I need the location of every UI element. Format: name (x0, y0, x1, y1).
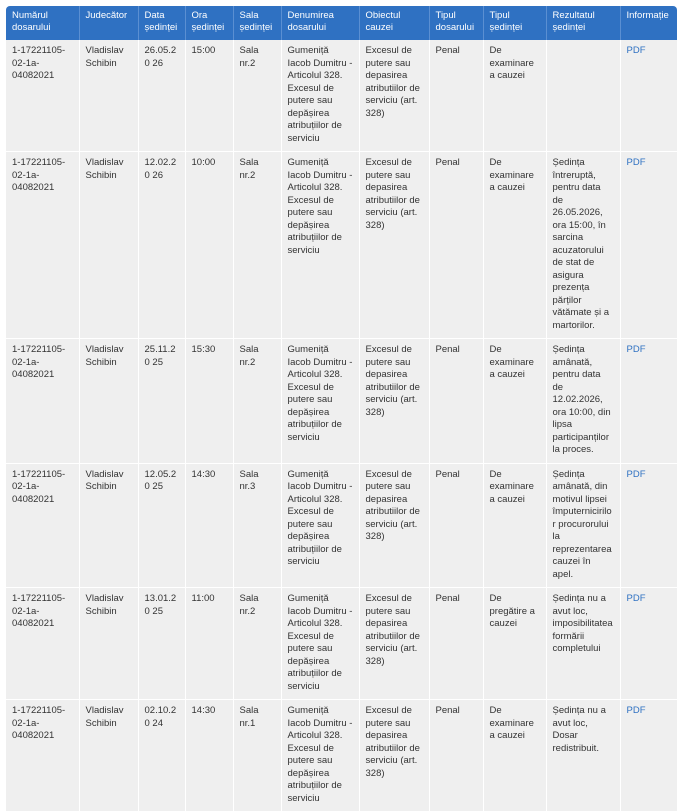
cell-object: Excesul de putere sau depasirea atributiilor de serviciu (art. 328) (359, 588, 429, 700)
cell-info (620, 463, 677, 588)
cell-session-type: De examinare a cauzei (483, 152, 546, 339)
cell-object: Excesul de putere sau depasirea atributiilor de serviciu (art. 328) (359, 463, 429, 588)
cell-judge: Vladislav Schibin (79, 588, 138, 700)
cell-time: 10:00 (185, 152, 233, 339)
cell-case-number: 1-17221105-02-1a-04082021 (6, 40, 79, 152)
cell-object: Excesul de putere sau depasirea atributiilor de serviciu (art. 328) (359, 40, 429, 152)
cell-room: Sala nr.2 (233, 152, 281, 339)
cell-case-number: 1-17221105-02-1a-04082021 (6, 463, 79, 588)
cell-case-type: Penal (429, 588, 483, 700)
cell-case-name: Gumeniță Iacob Dumitru - Articolul 328. Excesul de putere sau depășirea atribuțiilor de serviciu (281, 152, 359, 339)
cell-session-type: De examinare a cauzei (483, 463, 546, 588)
cell-case-type: Penal (429, 40, 483, 152)
col-header-info[interactable]: Informație (620, 6, 677, 40)
table-header-row (6, 6, 677, 40)
pdf-link[interactable]: PDF (626, 45, 646, 56)
cell-info (620, 40, 677, 152)
cell-object: Excesul de putere sau depasirea atributiilor de serviciu (art. 328) (359, 339, 429, 464)
cell-time: 15:00 (185, 40, 233, 152)
cell-info (620, 700, 677, 812)
col-header-case-type[interactable]: Tipul dosarului (429, 6, 483, 40)
pdf-link[interactable]: PDF (626, 593, 646, 604)
cell-date: 12.05.20 25 (138, 463, 185, 588)
cell-case-number: 1-17221105-02-1a-04082021 (6, 700, 79, 812)
cell-date: 25.11.20 25 (138, 339, 185, 464)
cell-result: Ședința întreruptă, pentru data de 26.05.2026, ora 15:00, în sarcina acuzatorului de stat de asigura prezența părților vătămate și a martorilor. (546, 152, 620, 339)
cell-session-type: De examinare a cauzei (483, 700, 546, 812)
cell-case-name: Gumeniță Iacob Dumitru - Articolul 328. Excesul de putere sau depășirea atribuțiilor de serviciu (281, 339, 359, 464)
cell-room: Sala nr.2 (233, 339, 281, 464)
cell-info (620, 152, 677, 339)
cell-judge: Vladislav Schibin (79, 700, 138, 812)
col-header-date[interactable]: Data ședinței (138, 6, 185, 40)
table-row (6, 463, 677, 588)
pdf-link[interactable]: PDF (626, 157, 646, 168)
cell-case-number: 1-17221105-02-1a-04082021 (6, 588, 79, 700)
cell-case-name: Gumeniță Iacob Dumitru - Articolul 328. Excesul de putere sau depășirea atribuțiilor de serviciu (281, 463, 359, 588)
cell-case-name: Gumeniță Iacob Dumitru - Articolul 328. Excesul de putere sau depășirea atribuțiilor de serviciu (281, 588, 359, 700)
cell-info (620, 339, 677, 464)
cell-time: 14:30 (185, 700, 233, 812)
cell-room: Sala nr.2 (233, 588, 281, 700)
table-row (6, 40, 677, 152)
cell-info (620, 588, 677, 700)
cell-case-name: Gumeniță Iacob Dumitru - Articolul 328. Excesul de putere sau depășirea atribuțiilor de serviciu (281, 40, 359, 152)
cell-session-type: De pregătire a cauzei (483, 588, 546, 700)
col-header-case-name[interactable]: Denumirea dosarului (281, 6, 359, 40)
cell-room: Sala nr.3 (233, 463, 281, 588)
cell-result: Ședința nu a avut loc, imposibilitatea formării completului (546, 588, 620, 700)
cell-object: Excesul de putere sau depasirea atributiilor de serviciu (art. 328) (359, 152, 429, 339)
cell-case-type: Penal (429, 700, 483, 812)
pdf-link[interactable]: PDF (626, 344, 646, 355)
cell-date: 02.10.20 24 (138, 700, 185, 812)
cell-date: 26.05.20 26 (138, 40, 185, 152)
cell-judge: Vladislav Schibin (79, 339, 138, 464)
cell-result: Ședința amânată, din motivul lipsei împuternicirilor procurorului la reprezentarea cauzei în apel. (546, 463, 620, 588)
col-header-result[interactable]: Rezultatul ședinței (546, 6, 620, 40)
table-row (6, 152, 677, 339)
cell-case-number: 1-17221105-02-1a-04082021 (6, 339, 79, 464)
col-header-time[interactable]: Ora ședinței (185, 6, 233, 40)
cell-object: Excesul de putere sau depasirea atributiilor de serviciu (art. 328) (359, 700, 429, 812)
cell-session-type: De examinare a cauzei (483, 339, 546, 464)
col-header-session-type[interactable]: Tipul ședinței (483, 6, 546, 40)
cell-date: 13.01.20 25 (138, 588, 185, 700)
cell-judge: Vladislav Schibin (79, 40, 138, 152)
cell-judge: Vladislav Schibin (79, 463, 138, 588)
col-header-room[interactable]: Sala ședinței (233, 6, 281, 40)
cell-time: 15:30 (185, 339, 233, 464)
cell-case-type: Penal (429, 152, 483, 339)
cell-judge: Vladislav Schibin (79, 152, 138, 339)
table-row (6, 339, 677, 464)
cell-time: 14:30 (185, 463, 233, 588)
table-row (6, 700, 677, 812)
cell-result (546, 40, 620, 152)
cell-date: 12.02.20 26 (138, 152, 185, 339)
pdf-link[interactable]: PDF (626, 468, 646, 480)
cell-case-number: 1-17221105-02-1a-04082021 (6, 152, 79, 339)
cell-case-name: Gumeniță Iacob Dumitru - Articolul 328. Excesul de putere sau depășirea atribuțiilor de serviciu (281, 700, 359, 812)
hearings-table (6, 6, 677, 812)
cell-room: Sala nr.2 (233, 40, 281, 152)
cell-time: 11:00 (185, 588, 233, 700)
pdf-link[interactable]: PDF (626, 705, 646, 716)
cell-result: Ședința amânată, pentru data de 12.02.2026, ora 10:00, din lipsa participanților la proces. (546, 339, 620, 464)
cell-room: Sala nr.1 (233, 700, 281, 812)
cell-session-type: De examinare a cauzei (483, 40, 546, 152)
cell-case-type: Penal (429, 463, 483, 588)
hearings-table-wrapper (6, 6, 677, 812)
table-row (6, 588, 677, 700)
col-header-object[interactable]: Obiectul cauzei (359, 6, 429, 40)
col-header-judge[interactable]: Judecător (79, 6, 138, 40)
cell-result: Ședința nu a avut loc, Dosar redistribuit. (546, 700, 620, 812)
cell-case-type: Penal (429, 339, 483, 464)
col-header-case-number[interactable]: Numărul dosarului (6, 6, 79, 40)
